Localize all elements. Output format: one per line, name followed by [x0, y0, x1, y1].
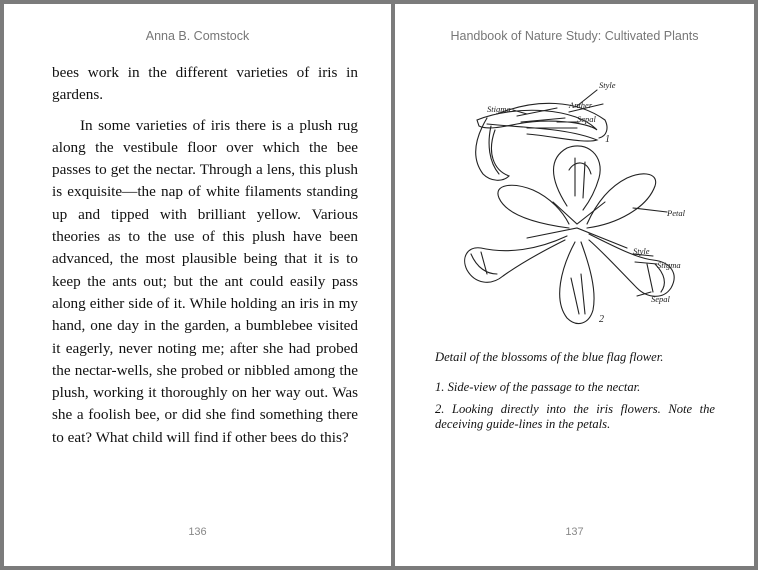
label-sepal-top: Sepal	[577, 114, 596, 124]
paragraph-plush-rug: In some varieties of iris there is a plush rug along the vestibule floor over which the bee passes to get the nectar. Through a lens, this plush is exquisite—the nap of white filaments standing up and tipped with brilliant yellow. Various theories as to the use of this plush have been advanced, the most plausible being that it is to keep the ants out; but the ant could easily pass along either side of it. While holding an iris in my hand, one day in the garden, a bumblebee visited it eagerly, never noting me; after she had probed the nectar-wells, she probed or nibbled among the plush, working it thoroughly on her way out. Was she a foolish bee, or did she find something there to eat? What child will find if other bees do this?	[52, 116, 358, 446]
label-fig2: 2	[599, 314, 604, 325]
label-stigma-bottom: Stigma	[657, 260, 681, 270]
left-page[interactable]	[4, 4, 391, 566]
left-body-text	[52, 62, 358, 449]
left-page-number: 136	[188, 526, 207, 538]
fig2-flower	[465, 146, 674, 324]
label-sepal-bottom: Sepal	[651, 294, 670, 304]
label-stigma-top: Stigma	[487, 104, 511, 114]
figure-caption-item-1: 1. Side-view of the passage to the nectar.	[435, 380, 641, 394]
label-petal: Petal	[667, 208, 685, 218]
iris-blossom-illustration	[457, 78, 707, 336]
left-running-header: Anna B. Comstock	[145, 29, 250, 43]
figure-caption-item-2: 2. Looking directly into the iris flowers. Note the deceiving guide-lines in the petals.	[435, 402, 715, 431]
label-style-bottom: Style	[633, 246, 650, 256]
right-page[interactable]	[395, 4, 754, 566]
label-anther: Anther	[569, 100, 593, 110]
right-running-header: Handbook of Nature Study: Cultivated Plants	[450, 29, 699, 43]
fig2-bottom-petal	[560, 242, 594, 324]
figure-caption-title: Detail of the blossoms of the blue flag flower.	[435, 350, 664, 364]
paragraph-continued: bees work in the different varieties of iris in gardens.	[52, 64, 358, 104]
right-page-number: 137	[565, 526, 584, 538]
fig2-left-fall	[465, 236, 567, 282]
fig2-top-petal	[554, 146, 601, 210]
label-style-top: Style	[599, 80, 616, 90]
label-fig1: 1	[605, 134, 610, 145]
